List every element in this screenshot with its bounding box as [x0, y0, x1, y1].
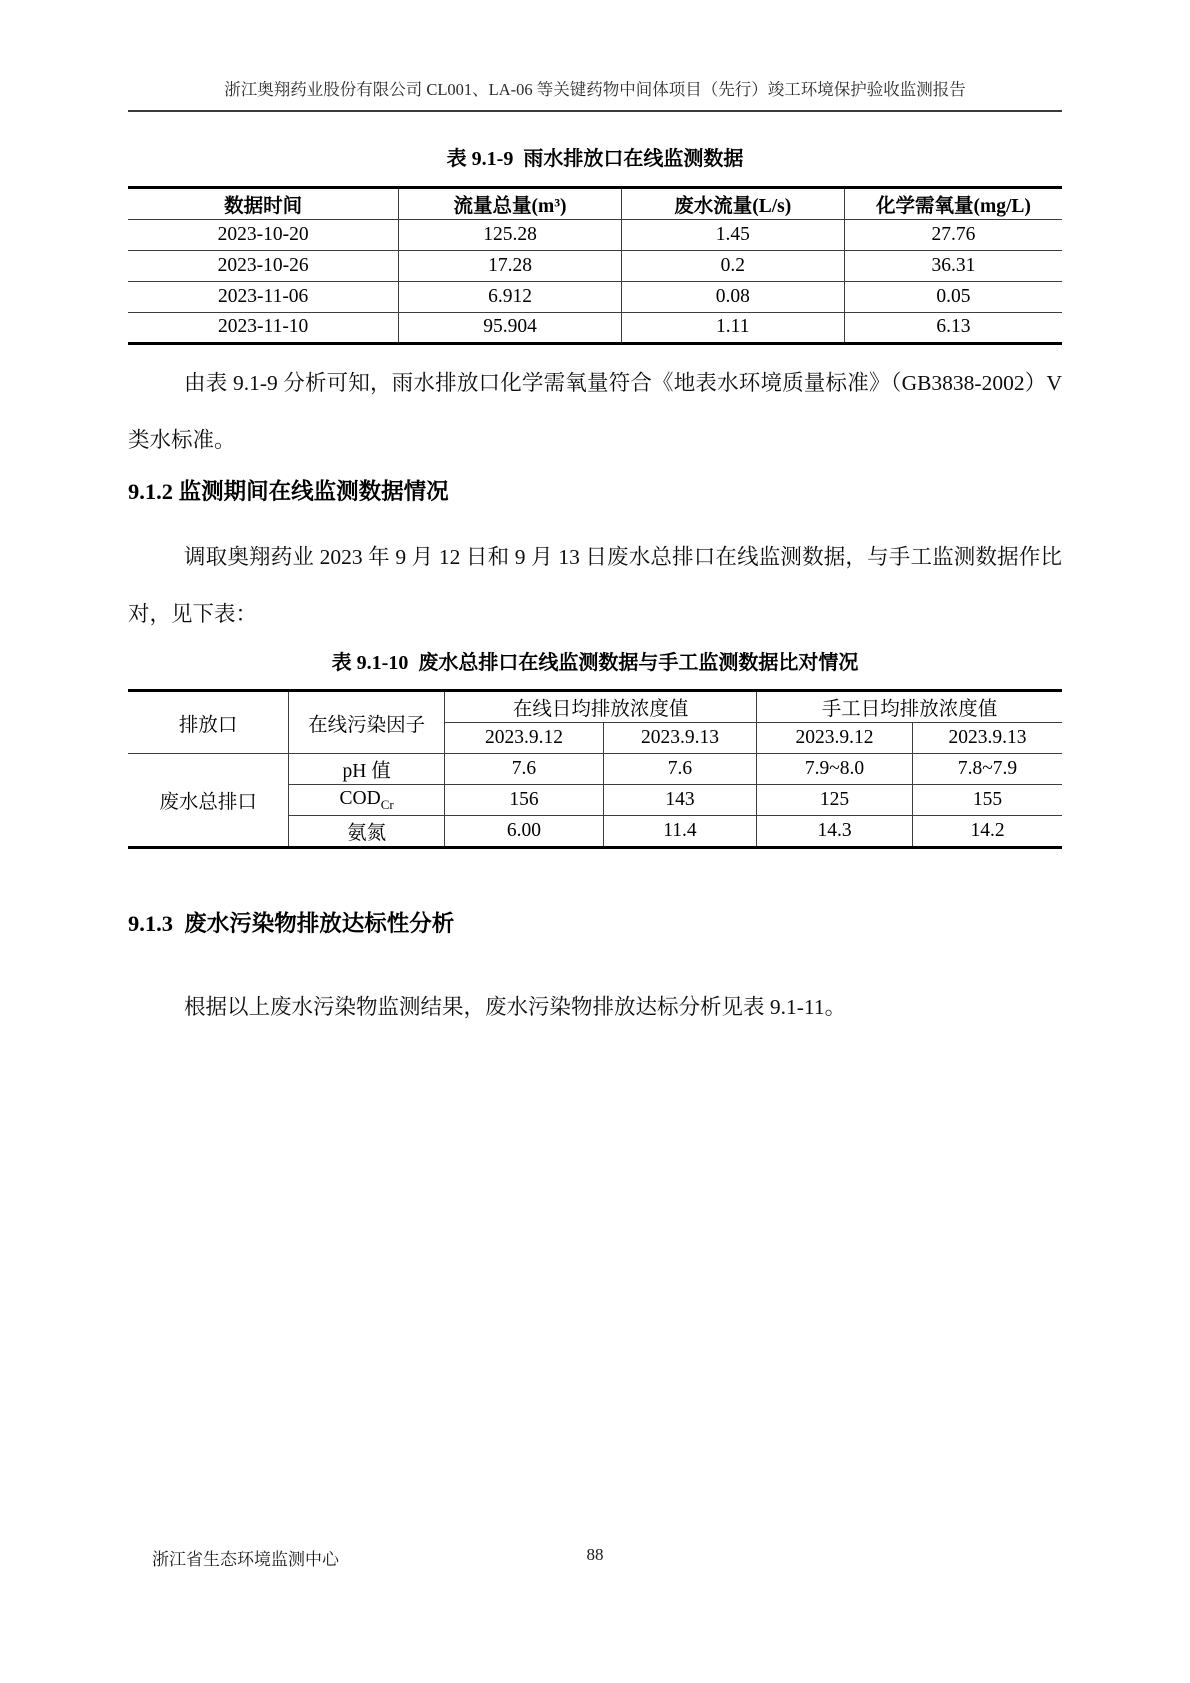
- running-header: 浙江奥翔药业股份有限公司 CL001、LA-06 等关键药物中间体项目（先行）竣工环境保护验收监测报告: [224, 80, 966, 99]
- factor-subscript: Cr: [380, 796, 394, 812]
- column-header-factor: 在线污染因子: [289, 691, 445, 754]
- factor-cell: 氨氮: [289, 816, 445, 848]
- page-content: [128, 0, 1062, 1036]
- table-row: [128, 281, 1062, 312]
- column-header: 流量总量(m³): [399, 187, 621, 219]
- column-header: 废水流量(L/s): [621, 187, 844, 219]
- group-header-online: 在线日均排放浓度值: [445, 691, 757, 723]
- value-cell: 1.45: [621, 219, 844, 250]
- factor-cell: pH 值: [289, 754, 445, 785]
- table-row: [128, 187, 1062, 219]
- value-cell: 95.904: [399, 312, 621, 343]
- table-9-1-10-caption: 表 9.1-10 废水总排口在线监测数据与手工监测数据比对情况: [331, 652, 859, 674]
- column-header-outlet: 排放口: [128, 691, 289, 754]
- page-number: 88: [586, 1545, 604, 1564]
- date-cell: 2023-11-10: [128, 312, 399, 343]
- factor-cell: [289, 785, 445, 816]
- table-9-1-10: [128, 689, 1062, 849]
- value-cell: 156: [445, 785, 604, 816]
- outlet-cell: 废水总排口: [128, 754, 289, 848]
- value-cell: 7.9~8.0: [757, 754, 913, 785]
- factor-label: COD: [339, 787, 381, 809]
- value-cell: 7.6: [603, 754, 756, 785]
- table-row: [128, 219, 1062, 250]
- value-cell: 36.31: [844, 250, 1062, 281]
- page-footer: [0, 1545, 1190, 1571]
- value-cell: 14.3: [757, 816, 913, 848]
- value-cell: 6.912: [399, 281, 621, 312]
- value-cell: 6.13: [844, 312, 1062, 343]
- value-cell: 11.4: [603, 816, 756, 848]
- date-header: 2023.9.12: [757, 723, 913, 754]
- column-header: 数据时间: [128, 187, 399, 219]
- value-cell: 155: [913, 785, 1062, 816]
- date-header: 2023.9.13: [913, 723, 1062, 754]
- table-row: [128, 312, 1062, 343]
- column-header: 化学需氧量(mg/L): [844, 187, 1062, 219]
- paragraph-analysis-rainwater: 由表 9.1-9 分析可知，雨水排放口化学需氧量符合《地表水环境质量标准》（GB3838-2002）V 类水标准。: [128, 370, 1062, 452]
- value-cell: 7.8~7.9: [913, 754, 1062, 785]
- table-row: [128, 691, 1062, 723]
- value-cell: 143: [603, 785, 756, 816]
- paragraph-compliance-intro: 根据以上废水污染物监测结果，废水污染物排放达标分析见表 9.1-11。: [184, 995, 847, 1020]
- date-header: 2023.9.13: [603, 723, 756, 754]
- header-rule: [128, 110, 1062, 112]
- value-cell: 0.05: [844, 281, 1062, 312]
- table-9-1-9: [128, 186, 1062, 345]
- value-cell: 0.08: [621, 281, 844, 312]
- group-header-manual: 手工日均排放浓度值: [757, 691, 1062, 723]
- date-cell: 2023-10-20: [128, 219, 399, 250]
- table-9-1-9-caption: 表 9.1-9 雨水排放口在线监测数据: [446, 147, 744, 170]
- value-cell: 27.76: [844, 219, 1062, 250]
- footer-organization: 浙江省生态环境监测中心: [152, 1550, 339, 1569]
- value-cell: 0.2: [621, 250, 844, 281]
- table-row: [128, 754, 1062, 785]
- value-cell: 7.6: [445, 754, 604, 785]
- date-cell: 2023-11-06: [128, 281, 399, 312]
- table-row: [128, 250, 1062, 281]
- value-cell: 1.11: [621, 312, 844, 343]
- value-cell: 125: [757, 785, 913, 816]
- value-cell: 14.2: [913, 816, 1062, 848]
- paragraph-online-data-intro: 调取奥翔药业 2023 年 9 月 12 日和 9 月 13 日废水总排口在线监测数据，与手工监测数据作比对，见下表：: [128, 545, 1062, 626]
- value-cell: 17.28: [399, 250, 621, 281]
- value-cell: 125.28: [399, 219, 621, 250]
- date-header: 2023.9.12: [445, 723, 604, 754]
- value-cell: 6.00: [445, 816, 604, 848]
- section-heading-9-1-2: 9.1.2 监测期间在线监测数据情况: [128, 478, 449, 504]
- date-cell: 2023-10-26: [128, 250, 399, 281]
- section-heading-9-1-3: 9.1.3 废水污染物排放达标性分析: [128, 911, 455, 936]
